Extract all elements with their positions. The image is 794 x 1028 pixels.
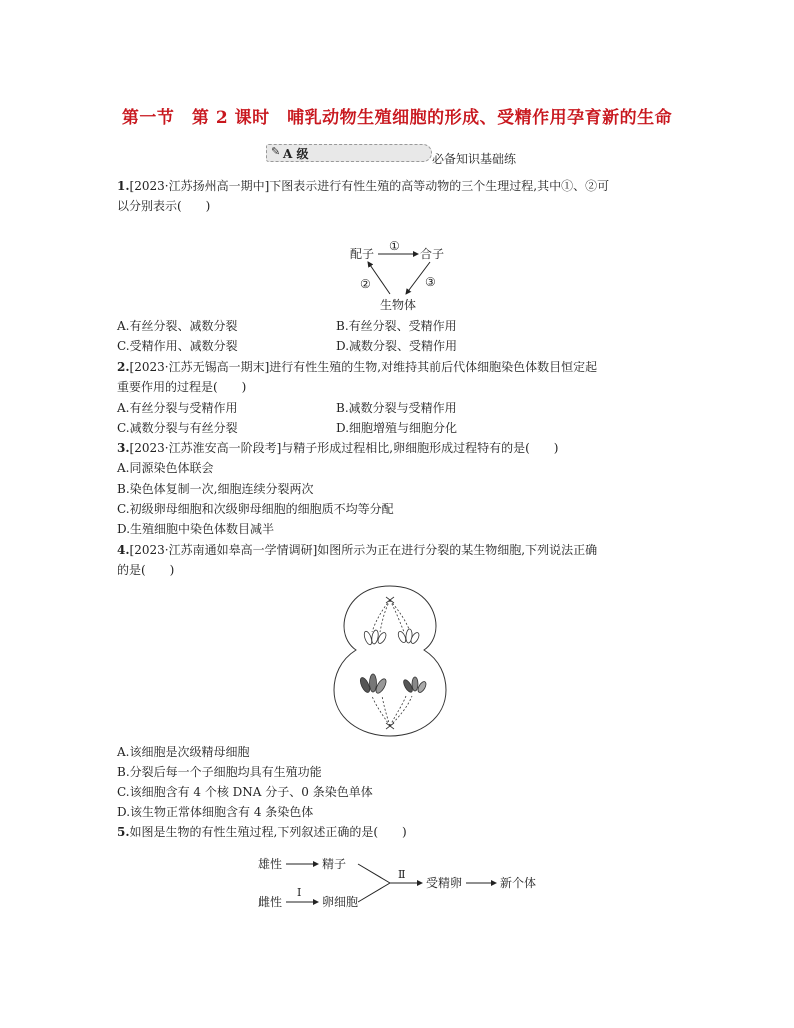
label-organism: 生物体 [380, 298, 417, 312]
label-gamete: 配子 [350, 247, 375, 261]
level-tag [266, 144, 432, 162]
option-a[interactable]: A.有丝分裂、减数分裂 [117, 319, 238, 333]
marker-2: ② [360, 277, 371, 291]
option-c[interactable]: C.初级卵母细胞和次级卵母细胞的细胞质不均等分配 [117, 502, 394, 516]
label-female: 雌性 [258, 895, 283, 909]
pen-icon: ✎ [271, 145, 281, 158]
dividing-cell-diagram [320, 580, 460, 740]
option-b[interactable]: B.减数分裂与受精作用 [336, 401, 457, 415]
level-label: A 级 [283, 147, 309, 161]
marker-1: ① [389, 239, 400, 253]
label-sperm: 精子 [322, 857, 347, 871]
centrosome-icon [386, 597, 394, 603]
question-number: 2. [117, 360, 130, 374]
marker-3: ③ [425, 275, 436, 289]
option-c[interactable]: C.减数分裂与有丝分裂 [117, 421, 238, 435]
cell-membrane [334, 586, 446, 736]
option-a[interactable]: A.同源染色体联会 [117, 461, 214, 475]
question-text: [2023·江苏淮安高一阶段考]与精子形成过程相比,卵细胞形成过程特有的是( ) [129, 441, 559, 455]
question-3 [117, 438, 682, 458]
question-2 [117, 357, 682, 397]
merge-line-bottom [358, 883, 390, 902]
question-4 [117, 540, 682, 580]
label-new-individual: 新个体 [500, 876, 537, 890]
gamete-zygote-cycle-diagram [340, 236, 460, 314]
label-zygote: 受精卵 [426, 876, 463, 890]
level-subtitle: 必备知识基础练 [432, 152, 517, 166]
upper-chromosomes [363, 629, 421, 646]
label-process-1: Ⅰ [297, 886, 302, 899]
option-b[interactable]: B.有丝分裂、受精作用 [336, 319, 457, 333]
option-d[interactable]: D.细胞增殖与细胞分化 [336, 421, 458, 435]
option-b[interactable]: B.染色体复制一次,细胞连续分裂两次 [117, 482, 314, 496]
question-text: [2023·江苏南通如皋高一学情调研]如图所示为正在进行分裂的某生物细胞,下列说法正确 [129, 543, 598, 557]
label-process-2: Ⅱ [398, 868, 406, 881]
option-d[interactable]: D.减数分裂、受精作用 [336, 339, 458, 353]
option-b[interactable]: B.分裂后每一个子细胞均具有生殖功能 [117, 765, 322, 779]
question-number: 1. [117, 179, 130, 193]
label-male: 雄性 [258, 857, 283, 871]
page-title: 第一节 第 2 课时 哺乳动物生殖细胞的形成、受精作用孕育新的生命 [121, 108, 673, 128]
sexual-reproduction-diagram [252, 848, 552, 918]
question-text: 的是( ) [117, 563, 175, 577]
question-text: 以分别表示( ) [117, 199, 211, 213]
lower-spindle [372, 696, 412, 726]
arrow-2 [368, 262, 390, 294]
label-egg: 卵细胞 [322, 895, 359, 909]
question-text: 重要作用的过程是( ) [117, 380, 247, 394]
option-a[interactable]: A.有丝分裂与受精作用 [117, 401, 238, 415]
question-1 [117, 176, 682, 216]
centrosome-icon [386, 723, 394, 729]
label-zygote: 合子 [420, 247, 445, 261]
option-d[interactable]: D.该生物正常体细胞含有 4 条染色体 [117, 805, 314, 819]
question-number: 4. [117, 543, 130, 557]
question-5 [117, 822, 682, 842]
question-number: 3. [117, 441, 130, 455]
merge-line-top [358, 864, 390, 883]
option-c[interactable]: C.受精作用、减数分裂 [117, 339, 238, 353]
upper-spindle [372, 600, 410, 632]
option-c[interactable]: C.该细胞含有 4 个核 DNA 分子、0 条染色单体 [117, 785, 373, 799]
option-d[interactable]: D.生殖细胞中染色体数目减半 [117, 522, 275, 536]
lower-chromosomes [358, 674, 427, 695]
question-text: [2023·江苏扬州高一期中]下图表示进行有性生殖的高等动物的三个生理过程,其中①、②可 [129, 179, 610, 193]
question-number: 5. [117, 825, 130, 839]
question-text: [2023·江苏无锡高一期末]进行有性生殖的生物,对维持其前后代体细胞染色体数目恒定起 [129, 360, 598, 374]
option-a[interactable]: A.该细胞是次级精母细胞 [117, 745, 250, 759]
question-text: 如图是生物的有性生殖过程,下列叙述正确的是( ) [129, 825, 407, 839]
